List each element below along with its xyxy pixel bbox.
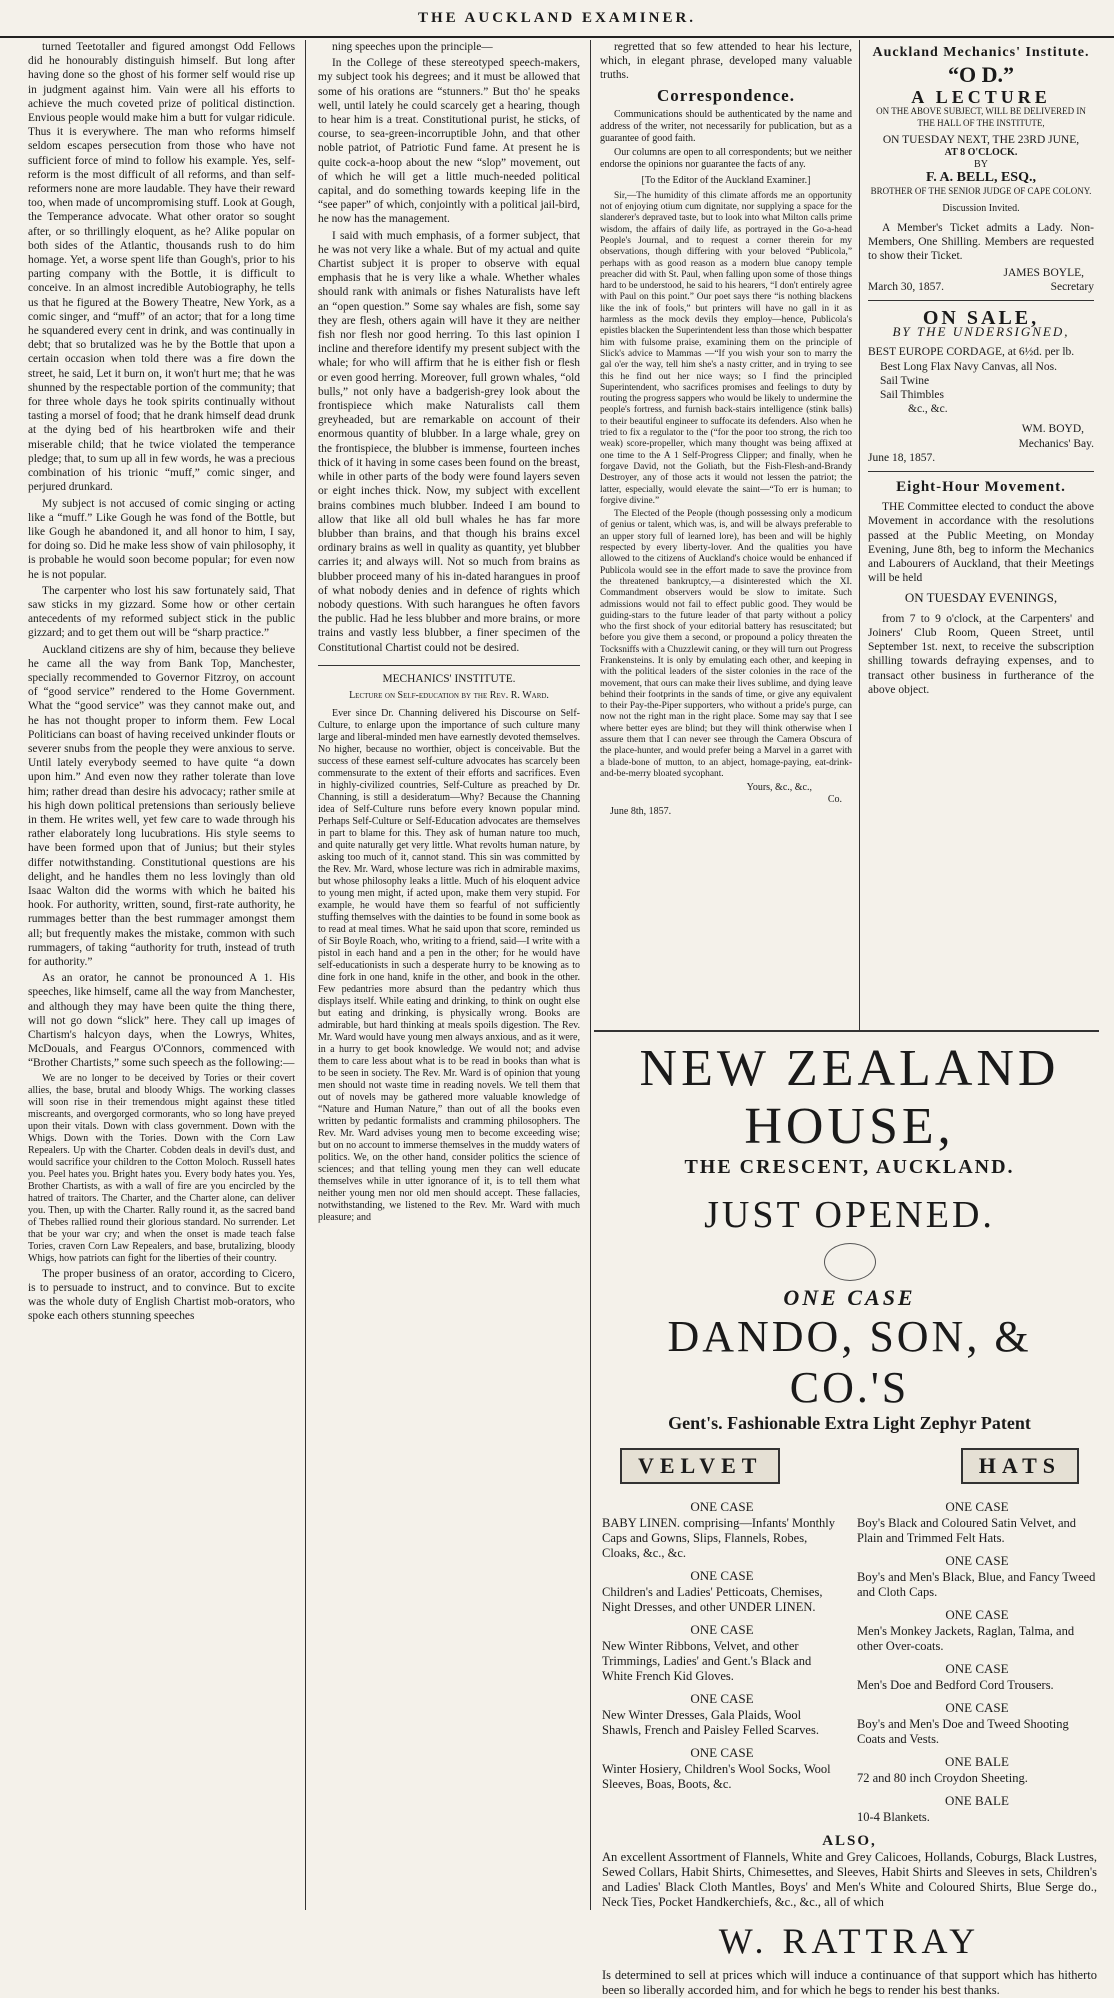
item-text: 10-4 Blankets. [857,1810,930,1824]
ad-zephyr: Gent's. Fashionable Extra Light Zephyr Patent [668,1413,1031,1433]
letter-sign: Yours, &c., &c., [746,782,812,794]
ad-text: from 7 to 9 o'clock, at the Carpenters' and Joiners' Club Room, Queen Street, until September 1st. next, to receive the subscription shilling towards defraying expenses, and to transact other business in furtherance of the above object. [868,612,1094,696]
item-heading: ONE CASE [690,1499,754,1514]
item-text: Boy's and Men's Black, Blue, and Fancy Tweed and Cloth Caps. [857,1570,1096,1599]
ad-role: Secretary [1050,280,1094,293]
ad-text: THE Committee elected to conduct the above Movement in accordance with the resolutions passed at the Public Meeting, on Monday Evening, June 8th, beg to inform the Mechanics and Labourers of Auckland, that their Meetings will be held [868,501,1094,585]
item-heading: ONE CASE [945,1700,1009,1715]
ad-line: BY [974,158,988,170]
column-rule [305,40,306,1910]
letter-paragraph: The Elected of the People (though possessing only a modicum of genius or talent, which was, is, and will be always preferable to an upper story full of learned lore), has been and will be highly respected by every liberty-lover. And the qualities you have allowed to the citizens of Auckland's choice would be enhanced if Publicola would see in the effort made to save the province from the threatened bankruptcy,—a disinterested which the XI. Commandment observers would be slow to imitate. Such admissions would not fail to effect public good. They would be guiding-stars to the future leader of that party without a policy who the first shock of your editorial battery has resuscitated; but before you give them a second, or propound a policy threaten the Tocksniffs with a Chuzzlewit caning, or they will turn out Progress Frankensteins. It is only by emulating each other, and keeping in with the political leaders of the sister colonies in the race of the movement, that ours can make their lives sublime, and dying leave behind their footprints in the sands of time, or give any equivalent to their Pay-the-Piper supporters, who without a pride's purge, can now not the right man in the right place. Some may say that I see where better eyes are blind; but they will think otherwise when I assure them that I can never see through the Camera Obscura of the place-hunter, and would prefer being a Marvel in a garret with a blade-bone of mutton, to an abject, homage-paying, eat-drink-and-be-merry bloated sycophant. [600,509,852,779]
ad-place: Mechanics' Bay. [1018,437,1094,450]
ad-lecturer: F. A. BELL, ESQ., [926,169,1036,185]
ad-rattray: W. RATTRAY [718,1921,981,1961]
column-3 [600,40,852,1060]
ad-dando: DANDO, SON, & CO.'S [667,1312,1032,1412]
letter-signer: Co. [827,794,842,806]
section-title: MECHANICS' INSTITUTE. [318,665,580,686]
item-heading: ONE BALE [945,1754,1009,1769]
item-text: 72 and 80 inch Croydon Sheeting. [857,1771,1028,1785]
item-text: Men's Doe and Bedford Cord Trousers. [857,1678,1054,1692]
hats-banner: HATS [961,1448,1079,1484]
ad-date: March 30, 1857. [868,280,945,293]
article-paragraph: The carpenter who lost his saw fortunately said, That saw sticks in my gizzard. Some how or other certain antecedents of my reformed subject stick in the public gizzard; and to get them out will be “sharp practice.” [28,584,295,640]
item-text: Boy's Black and Coloured Satin Velvet, and Plain and Trimmed Felt Hats. [857,1516,1077,1545]
ad-also: ALSO, [822,1833,877,1849]
article-paragraph: My subject is not accused of comic singing or acting like a “muff.” Like Gough he was fond of the Bottle, but like Gough he abandoned it, and all honor to him, I say, for doing so. Did he make less show of vain philosophy, it is probable he would soon become popular; for even now he is not popular. [28,497,295,581]
ad-sale-item: Best Long Flax Navy Canvas, all Nos. [880,360,1057,373]
ad-title: NEW ZEALAND HOUSE, [639,1040,1060,1155]
ad-closing: Is determined to sell at prices which will induce a continuance of that support which has hitherto been so liberally accorded him, and for which he begs to render his best thanks. [602,1968,1097,1997]
new-zealand-house-ad [602,1040,1097,1998]
section-subtitle: Lecture on Self-education by the Rev. R. Ward. [349,689,549,701]
to-editor: [To the Editor of the Auckland Examiner.] [641,174,811,186]
ad-eight-hour-title: Eight-Hour Movement. [896,479,1066,496]
ad-text: A Member's Ticket admits a Lady. Non-Members, One Shilling. Members are requested to show their Ticket. [868,222,1094,263]
letter-date: June 8th, 1857. [610,806,672,818]
ad-right-column [857,1492,1097,1825]
ad-sale-item: Sail Twine [880,374,930,387]
ad-mechanics-title: Auckland Mechanics' Institute. [872,45,1090,60]
ad-line: ON TUESDAY NEXT, THE 23RD JUNE, [882,133,1080,146]
ad-sign: WM. BOYD, [1021,423,1084,436]
article-paragraph: regretted that so few attended to hear his lecture, which, in elegant phrase, developed many valuable truths. [600,41,852,82]
item-heading: ONE CASE [690,1622,754,1637]
lecture-paragraph: Ever since Dr. Channing delivered his Discourse on Self-Culture, to enlarge upon the importance of such culture many large and liberal-minded men have earnestly devoted themselves. No higher, because no worthier, object is conceivable. But the success of these earnest self-culture advocates has scarcely been commensurate to the extent of their efforts and sacrifices. Even in highly-civilized countries, Self-Culture as preached by Dr. Channing, is still a desideratum—Why? Because the Channing idea of Self-Culture runs before every known popular mind. Perhaps Self-Culture or Self-Education advocates are themselves in part to blame for this. They ask of human nature too much, and quite naturally get very little. What revolts human nature, by asking too much of it, cannot stand. This sin was committed by the Rev. Mr. Ward, whose lecture was rich in admirable maxims, but whose philosophy leaks a little. Much of his eloquent advice to young men might, if acted upon, make them very stupid. For example, he would have them so fearful of not sufficiently stuffing themselves with the dainties to be found in some book as to read at meal times. What he said upon that score, reminded us of Sir Boyle Roach, who, writing to a friend, said—I write with a pistol in each hand and a pen in the other; for he would have self-educationists in such a desperate hurry to be knowing as to dine fork in one hand, knife in the other, and book in the other. Few pedantries more absurd than the pedantry which thus displays itself. While eating and drinking, to think on ought else but eating and drinking, is physically wrong. Books are admirable, but hard thinking at meals spoils digestion. The Rev. Mr. Ward would have young men always anxious, and as it were, in a hurry to get book knowledge. We would not; and advise them to care less about what is to be read in books than what is to be seen in society. The Rev. Mr. Ward is of opinion that young men should not waste time in reading novels. We tell them that out of novels may be gathered more valuable knowledge of “Nature and Human Nature,” than out of all the books even written by pedantic formalists and cramming philosophers. The Rev. Mr. Ward advises young men to become exceeding wise; but on no account to immerse themselves in the muddy waters of politics. We, on the other hand, consider politics the science of sciences; and that telling young men they can well educate themselves while in utter ignorance of it, is to tell them what neither young men nor old men should accept. These fallacies, notwithstanding, we listened to the Rev. Mr. Ward with much pleasure; and [318,707,580,1223]
ad-line: Discussion Invited. [942,203,1020,215]
royal-crest-icon [824,1243,876,1281]
ad-sale-item: &c., &c. [908,403,948,416]
item-heading: ONE CASE [945,1553,1009,1568]
article-paragraph: In the College of these stereotyped speech-makers, my subject took his degrees; and it must be allowed that some of his orations are “stunners.” But tho' he speaks well, until lately he could scarcely get a hearing, though to hear him is a treat. Constitutional purist, he sticks, of course, to sea-green-incorruptible John, and that other noble patriot, of Patriotic Fund fame. At present he is quite cock-a-hoop about the new “slop” movement, out of which he will get a little much-needed political capital, and do something towards keeping life in the “see paper” of which, conjointly with a political jail-bird, he now has the management. [318,57,580,226]
article-paragraph: I said with much emphasis, of a former subject, that he was not very like a whale. But of my actual and quite Chartist subject it is proper to observe with equal emphasis that he is very like a whale. Whether whales should rank with animals or fishes Naturalists have left an “open question.” Some say whales are fish, some say they are flesh, others again will have it they are neither fish nor flesh nor good herring. To this last opinion I incline and therefore identify my present subject with the whale; for who will affirm that he is either fish or flesh or even good herring. Moreover, full grown whales, “old bulls,” not only have a badgerish-grey look about the frontispiece which make Naturalists call them greyheaded, but are remarkable on account of their enormous quantity of blubber. In a large whale, grey on the frontispiece, the blubber is immense, fourteen inches thick of it having in some cases been found on the breast, while in other parts of the body were found layers seven or eight inches thick. Now, my subject with excellent brains combines much blubber. Indeed I am bound to allow that like all old bull whales he has far more blubber than brains, and that though his brains excel ordinary brains as well in quality as quantity, yet blubber carries it; and always will. Not so much from brains as blubber proceed many of his in-dated harangues in proof of what nobody denies and in defence of rights which nobody questions. With such harangues he often favors the public. Had he less blubber and more brains, or more trains and vastly less blubber, a finer specimen of the Constitutional Chartist could not be desired. [318,229,580,654]
ad-subtitle: THE CRESCENT, AUCKLAND. [684,1156,1015,1178]
item-text: New Winter Dresses, Gala Plaids, Wool Shawls, French and Paisley Felled Scarves. [602,1708,819,1737]
ad-sale-by: BY THE UNDERSIGNED, [892,324,1070,340]
column-1 [28,40,295,1910]
article-paragraph: ning speeches upon the principle— [332,41,493,53]
chartist-speech: We are no longer to be deceived by Tories or their covert allies, the base, brutal and bloody Whigs. The working classes will soon rise in their tremendous might against these titled miscreants, and overgorged cormorants, who so long have preyed upon their vitals. Down with class government. Down with the Whigs. Down with the Tories. Down with the Corn Law Repealers. Up with the Charter. Cobden deals in devil's dust, and would sacrifice your children to the Cotton Moloch. Russell hates you. Peel hates you. Bright hates you. Every body hates you. Yes, Brother Chartists, as with a wall of fire are you encircled by the hatred of traitors. The Charter, and the Charter alone, can deliver you. Then, up with the Charter. Rally round it, as the sacred band of Thebes rallied round their glorious standard. No surrender. Let that be your war cry; and when the onset is made teach false Tories, craven Corn Law Repealers, and base, brutalizing, bloody Whigs, how patriots can fight for the liberties of their country. [28,1072,295,1264]
article-paragraph: Auckland citizens are shy of him, because they believe he came all the way from Bank Top, Manchester, specially recommended to Governor Fitzroy, on account of “good service” rendered to the Home Government. What the “good service” was they cannot make out, and he has not thought proper to inform them. Few Local Politicians can boast of having received unkinder flouts or severer snubs from the people they were anxious to serve. Until lately everybody seemed to have quite “a down upon him.” And even now they rather tolerate than love him; rather dread than desire his advocacy; rather smile at his high down political pretensions than seriously believe in them. He writes well, yet few care to wade through his rather elaborately long lucubrations. His style seems to have been formed upon that of Junius; but their styles differ notwithstanding. Constitutional questions are his delight, and he handles them no less lovingly than old Isaac Walton did the worms with which he baited his hook. For authority, written, sound, first-rate authority, he rummages better than the best rummager amongst them all; but frequently makes the mistake, common with such rummagers, of taking “authority for truth, instead of truth for authority.” [28,643,295,968]
masthead: THE AUCKLAND EXAMINER. [0,0,1114,38]
item-heading: ONE CASE [945,1499,1009,1514]
ad-sale-item: Sail Thimbles [880,389,944,402]
ad-line: ON THE ABOVE SUBJECT, WILL BE DELIVERED IN THE HALL OF THE INSTITUTE, [876,105,1086,128]
ad-line: BROTHER OF THE SENIOR JUDGE OF CAPE COLONY. [870,186,1092,197]
item-heading: ONE CASE [945,1607,1009,1622]
article-paragraph: As an orator, he cannot be pronounced A 1. His speeches, like himself, came all the way from Manchester, and although they may have been quite the thing there, will not go down “slick” here. They call up images of Chartism's halcyon days, when the Lowrys, Whites, McDouals, and Feargus O'Connors, commenced with “Brother Chartists,” some such speech as the following:— [28,972,295,1070]
ad-also-text: An excellent Assortment of Flannels, White and Grey Calicoes, Hollands, Coburgs, Black Lustres, Sewed Collars, Habit Shirts, Chimesettes, and Sleeves, Habit Shirts and Sleeves in sets, Children's and Ladies' Black Cloth Mantles, Boys' and Men's White and Coloured Shirts, Blue Serge do., Neck Ties, Pocket Handkerchiefs, &c., &c., all of which [602,1850,1097,1909]
column-4 [868,40,1094,1060]
correspondence-heading: Correspondence. [657,85,795,105]
item-text: Boy's and Men's Doe and Tweed Shooting Coats and Vests. [857,1717,1069,1746]
item-text: New Winter Ribbons, Velvet, and other Trimmings, Ladies' and Gent.'s Black and White French Kid Gloves. [602,1639,812,1683]
ad-line: AT 8 O'CLOCK. [944,146,1018,158]
ad-date: June 18, 1857. [868,451,1094,472]
item-text: BABY LINEN. comprising—Infants' Monthly Caps and Gowns, Slips, Flannels, Robes, Cloaks, &c., &c. [602,1516,836,1560]
ad-one-case: ONE CASE [783,1285,916,1310]
ad-item-grid [602,1492,1097,1825]
item-heading: ONE CASE [690,1691,754,1706]
column-2 [318,40,580,1910]
item-heading: ONE CASE [690,1568,754,1583]
column-rule [859,40,860,1030]
velvet-banner: VELVET [620,1448,780,1484]
ad-od: “O D.” [948,62,1014,88]
ad-just-opened: JUST OPENED. [704,1194,995,1236]
notice: Our columns are open to all correspondents; but we neither endorse the opinions nor guarantee the facts of any. [600,146,852,170]
item-heading: ONE CASE [690,1745,754,1760]
article-paragraph: turned Teetotaller and figured amongst Odd Fellows did he honourably distinguish himself. But long after having done so the ghost of his former self would rise up in judgment against him. Vain were all his efforts to achieve the much coveted prize of political distinction. Envious people would make him a butt for vulgar ridicule. Thus it is everywhere. The man who reforms himself seldom escapes persecution from those who have not sufficient force of mind to follow his example. Yes, self-reform is the most difficult of all reforms, and than self-reformers none are more laudable. They have their reward too, when made of uncompromising stuff. Look at Gough, the Temperance advocate. What other orator so sought after, or so thrillingly eloquent, as he? Alike popular on both sides of the Atlantic, thousands rush to do him homage. Yet, a worse spent life than Gough's, prior to his parting company with the Bottle, it is difficult to conceive. In an almost incredible Autobiography, he tells us that he figured at the Bowery Theatre, New York, as a comic singer, and “muff” of an actor; that for a long time he squandered every cent in drink, and was continually in debt; that so brutalized was he by the Bottle that upon a certain occasion when told there was a fire down the street, he said, Let it burn on, it won't hurt me; that he was shunned by the respectable portion of the community; that for three whole days he took spirits continually without tasting a morsel of food; that he drank himself dead drunk at the dying bed of his heartbroken wife and their miserable child; that he twice violated the temperance pledge; that, to sum up all in few words, he was a precious combination of his trionic “muff,” comic singer, and perjured drunkard. [28,41,295,494]
ad-left-column [602,1492,842,1825]
ad-sign: JAMES BOYLE, [1003,266,1084,279]
item-text: Men's Monkey Jackets, Raglan, Talma, and other Over-coats. [857,1624,1075,1653]
ad-sale-item: BEST EUROPE CORDAGE, at 6½d. per lb. [868,346,1075,359]
column-rule [590,40,591,1910]
letter-paragraph: Sir,—The humidity of this climate affords me an opportunity not of enjoying otium cum dignitate, nor supplying a space for the slanderer's depraved taste, but to look into what Milton calls prime wisdom, the affairs of daily life, as portrayed in the Go-a-head People's Journal, and to request a corner therein for my observations, though differing with your beloved “Publicola,” perhaps with as good reason as a modern blue canopy temple preacher did with St. Paul, when falling upon some of those things hard to be understood, he said to his hearers, “I don't entirely agree with Paul on this point.” Our poet says there “is nothing blackens like the ink of fools,” but printers will have no gall in it as harmless as the mock devils they employ—hence, Publicola's epistles blacken the Superintendent less than those which bespatter him with fulsome praise, examining them on the principle of Slick's advice to Mammas —“If you wish your son to marry the gal o'er the way, tell him she's a nasty critter, and in trying to see this he find out her nice ways; so I find the principled Superintendent, who sacrifices promises and feelings to duty by routing the progress sappers who would be likely to undermine the people's fortress, and furnish back-stairs intelligence (stink balls) to their beautiful engineer to suffocate its defenders. Also when he tried to fix a regulator to the (“for the poor too strong, the rich too weak) score-propeller, which many thought was being affixed at one time to the A 1 Self-Progress Clipper; and finally, when he forgave David, not the Goliath, but the Fish-Flesh-and-Brandy Destroyer, any of those acts it would not lessen the patriot; the latter, especially, would elevate the saint—“To err is human; to forgive divine.” [600,190,852,506]
article-paragraph: The proper business of an orator, according to Cicero, is to persuade to instruct, and to convince. But to excite was the whole duty of English Chartist mob-orators, who spoke each others stunning speeches [28,1267,295,1323]
ad-lecture: A LECTURE [911,87,1051,108]
notice: Communications should be authenticated by the name and address of the writer, not necessarily for publication, but as a guarantee of good faith. [600,108,852,144]
item-heading: ONE CASE [945,1661,1009,1676]
item-heading: ONE BALE [945,1793,1009,1808]
ad-sale-title: ON SALE, [922,307,1040,330]
item-text: Winter Hosiery, Children's Wool Socks, Wool Sleeves, Boas, Boots, &c. [602,1762,831,1791]
ad-when: ON TUESDAY EVENINGS, [904,590,1058,606]
item-text: Children's and Ladies' Petticoats, Chemises, Night Dresses, and other UNDER LINEN. [602,1585,823,1614]
